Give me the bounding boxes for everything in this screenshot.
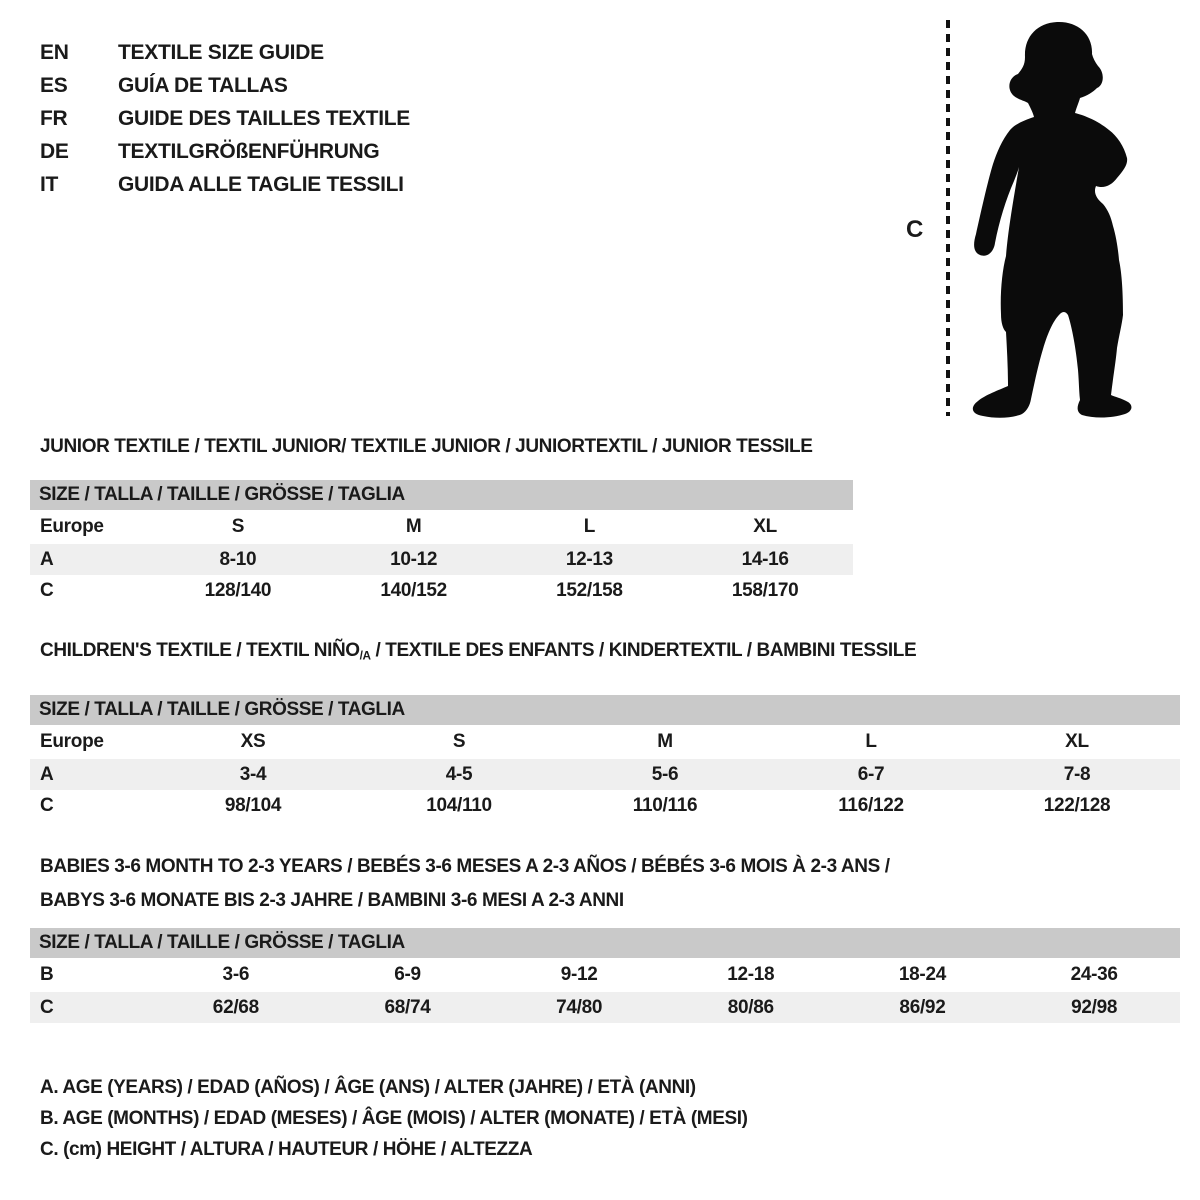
row-label: A xyxy=(40,763,54,785)
cell: 18-24 xyxy=(898,964,946,985)
cell: 62/68 xyxy=(212,996,259,1018)
babies-size-header-bar: SIZE / TALLA / TAILLE / GRÖSSE / TAGLIA xyxy=(30,928,1180,958)
cell: 86/92 xyxy=(899,996,946,1018)
size-col: S xyxy=(452,731,466,753)
children-size-header-bar: SIZE / TALLA / TAILLE / GRÖSSE / TAGLIA xyxy=(30,695,1180,725)
cell: 3-4 xyxy=(239,763,267,785)
cell: 98/104 xyxy=(224,794,282,816)
cell: 104/110 xyxy=(426,794,492,816)
size-col: M xyxy=(657,731,673,753)
cell: 8-10 xyxy=(219,548,257,570)
cell: 5-6 xyxy=(651,763,679,785)
cell: 152/158 xyxy=(556,579,623,601)
toddler-silhouette-icon xyxy=(965,18,1140,418)
children-columns-row xyxy=(30,725,1180,759)
region-header: Europe xyxy=(40,516,104,537)
table-row-c xyxy=(30,790,1180,821)
cell: 9-12 xyxy=(560,964,598,985)
size-col: XL xyxy=(753,516,777,537)
legend-line-b: B. AGE (MONTHS) / EDAD (MESES) / ÂGE (MOIS) / ALTER (MONATE) / ETÀ (MESI) xyxy=(40,1108,748,1129)
table-row-b xyxy=(30,958,1180,992)
cell: 10-12 xyxy=(390,548,438,570)
junior-section-title: JUNIOR TEXTILE / TEXTIL JUNIOR/ TEXTILE JUNIOR / JUNIORTEXTIL / JUNIOR TESSILE xyxy=(40,436,813,457)
cell: 6-7 xyxy=(857,763,885,785)
language-row xyxy=(40,69,410,102)
cell: 74/80 xyxy=(556,996,603,1018)
cell: 140/152 xyxy=(380,579,447,601)
table-row-c xyxy=(30,575,853,606)
row-label: C xyxy=(40,996,54,1018)
row-label: C xyxy=(40,794,54,816)
cell: 7-8 xyxy=(1063,763,1091,785)
language-title-list xyxy=(40,36,410,201)
cell: 24-36 xyxy=(1070,964,1118,985)
language-title: TEXTILGRÖßENFÜHRUNG xyxy=(118,139,380,163)
cell: 6-9 xyxy=(394,964,421,985)
language-code: ES xyxy=(40,73,68,97)
cell: 12-18 xyxy=(727,964,775,985)
children-section xyxy=(30,640,1180,821)
size-col: M xyxy=(405,516,422,537)
children-size-table xyxy=(30,725,1180,821)
language-title: GUIDE DES TAILLES TEXTILE xyxy=(118,106,410,130)
table-row-c xyxy=(30,992,1180,1023)
cell: 4-5 xyxy=(445,763,473,785)
children-title-prefix: CHILDREN'S TEXTILE / TEXTIL NIÑO xyxy=(40,640,360,661)
cell: 3-6 xyxy=(222,964,250,985)
children-title-sub: /A xyxy=(359,649,371,663)
babies-title-line2: BABYS 3-6 MONATE BIS 2-3 JAHRE / BAMBINI 3-6 MESI A 2-3 ANNI xyxy=(40,890,624,911)
cell: 110/116 xyxy=(632,794,698,816)
legend xyxy=(40,1072,748,1165)
region-header: Europe xyxy=(40,731,104,753)
cell: 12-13 xyxy=(565,548,613,570)
junior-size-header-bar: SIZE / TALLA / TAILLE / GRÖSSE / TAGLIA xyxy=(30,480,853,510)
cell: 158/170 xyxy=(731,579,799,601)
language-code: DE xyxy=(40,139,69,163)
size-col: XL xyxy=(1065,731,1089,753)
row-label: C xyxy=(40,579,54,601)
legend-line-a: A. AGE (YEARS) / EDAD (AÑOS) / ÂGE (ANS) / ALTER (JAHRE) / ETÀ (ANNI) xyxy=(40,1077,696,1098)
cell: 122/128 xyxy=(1043,794,1111,816)
cell: 92/98 xyxy=(1071,996,1118,1018)
height-measure-label: C xyxy=(906,216,924,243)
babies-size-table xyxy=(30,958,1180,1023)
height-measure-dashed-line xyxy=(946,20,950,416)
cell: 116/122 xyxy=(838,794,904,816)
language-title: TEXTILE SIZE GUIDE xyxy=(118,40,324,64)
table-row-a xyxy=(30,759,1180,790)
language-code: IT xyxy=(40,172,59,196)
size-col: L xyxy=(865,731,877,753)
babies-section-title xyxy=(30,850,1180,918)
children-title-suffix: / TEXTILE DES ENFANTS / KINDERTEXTIL / BAMBINI TESSILE xyxy=(370,640,917,661)
cell: 68/74 xyxy=(384,996,431,1018)
size-col: L xyxy=(583,516,596,537)
size-col: S xyxy=(231,516,245,537)
language-code: FR xyxy=(40,106,68,130)
cell: 128/140 xyxy=(204,579,272,601)
junior-columns-row xyxy=(30,510,853,544)
language-title: GUÍA DE TALLAS xyxy=(118,73,288,97)
language-code: EN xyxy=(40,40,69,64)
language-row xyxy=(40,36,410,69)
language-row xyxy=(40,102,410,135)
language-row xyxy=(40,135,410,168)
cell: 80/86 xyxy=(727,996,774,1018)
size-col: XS xyxy=(240,731,266,753)
legend-line-c: C. (cm) HEIGHT / ALTURA / HAUTEUR / HÖHE / ALTEZZA xyxy=(40,1139,533,1160)
babies-title-line1: BABIES 3-6 MONTH TO 2-3 YEARS / BEBÉS 3-6 MESES A 2-3 AÑOS / BÉBÉS 3-6 MOIS À 2-3 ANS / xyxy=(40,856,890,877)
table-row-a xyxy=(30,544,853,575)
row-label: B xyxy=(40,964,54,985)
language-row xyxy=(40,168,410,201)
row-label: A xyxy=(40,548,54,570)
language-title: GUIDA ALLE TAGLIE TESSILI xyxy=(118,172,404,196)
junior-size-table xyxy=(30,510,853,606)
junior-section xyxy=(30,436,853,606)
children-section-title xyxy=(30,640,1180,667)
cell: 14-16 xyxy=(741,548,789,570)
babies-section xyxy=(30,850,1180,1023)
